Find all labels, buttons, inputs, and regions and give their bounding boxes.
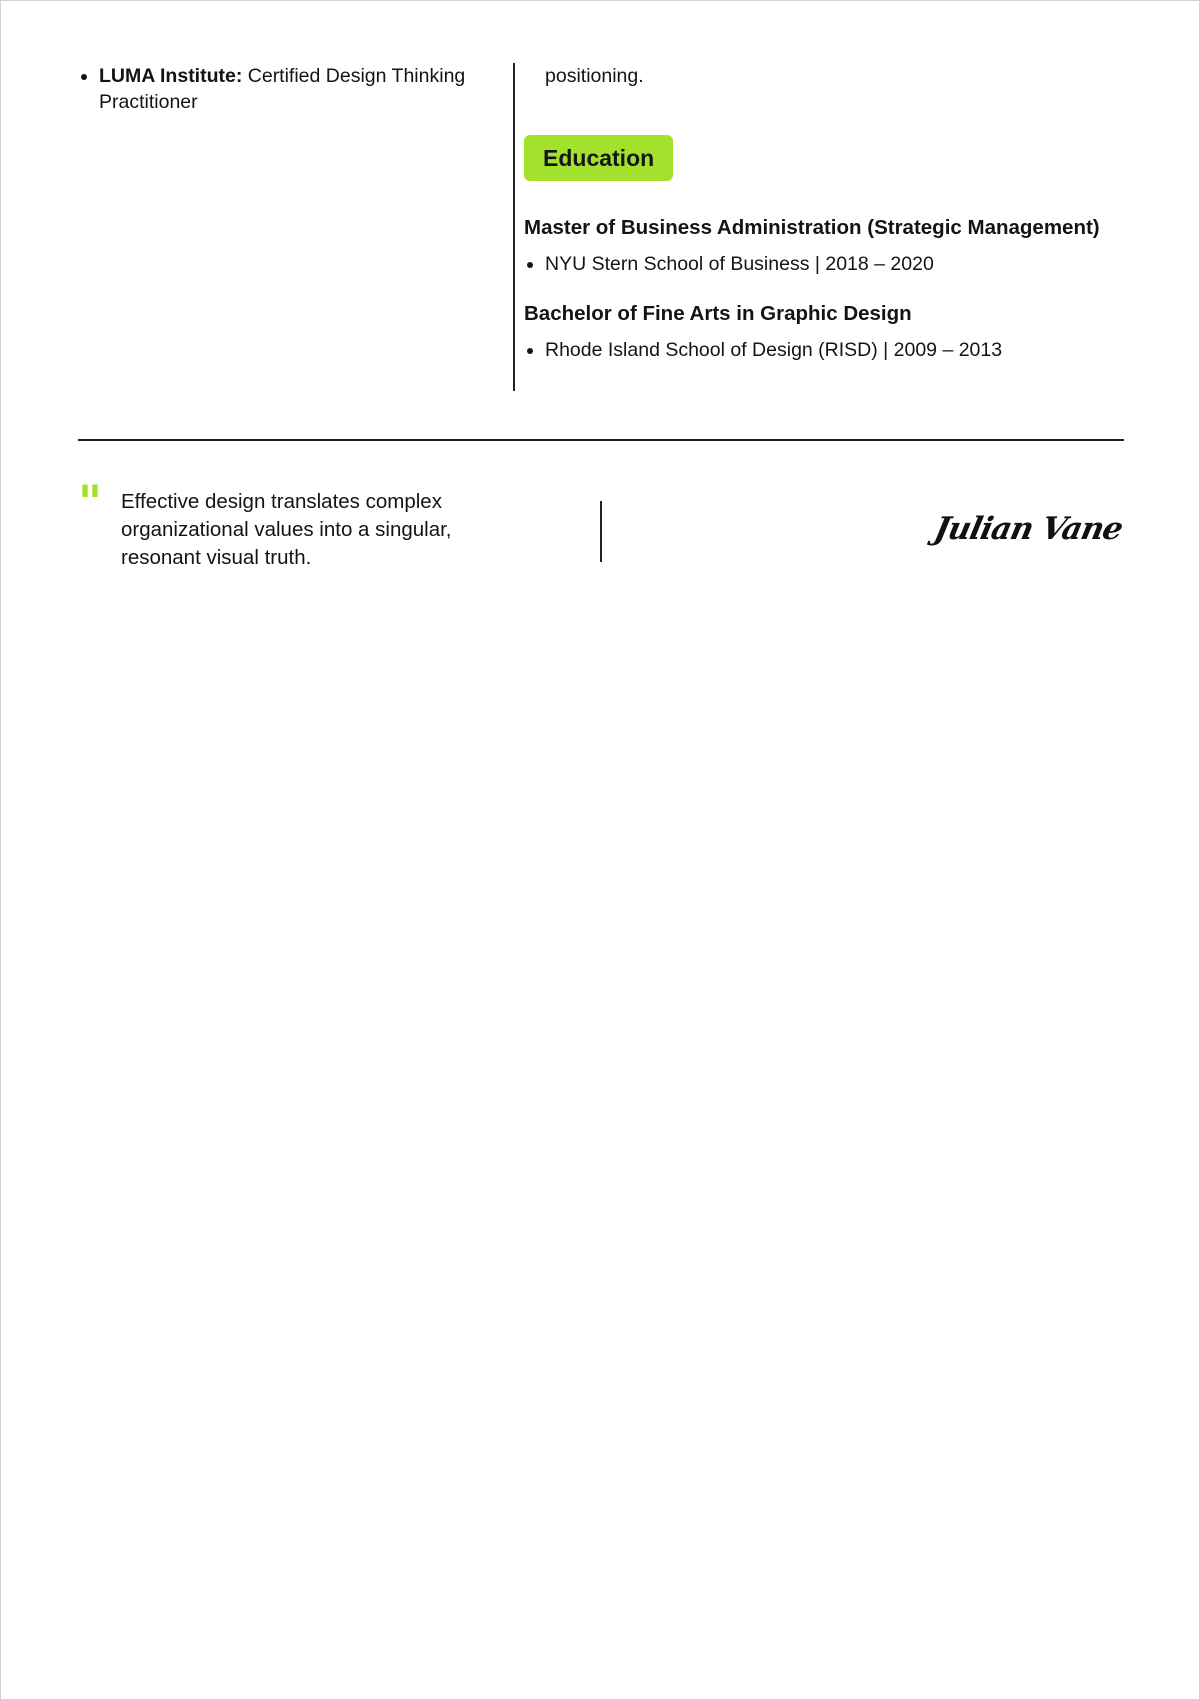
certifications-list: [78, 63, 508, 115]
degree-title: Master of Business Administration (Strategic Management): [524, 216, 1100, 239]
certification-issuer: LUMA Institute:: [99, 65, 243, 87]
education-section-heading: Education: [524, 135, 673, 181]
certification-item: [99, 63, 508, 115]
degree-entry: [524, 299, 1124, 363]
degree-entry: [524, 213, 1124, 277]
experience-continuation-text: positioning.: [545, 65, 644, 87]
degree-title: Bachelor of Fine Arts in Graphic Design: [524, 302, 912, 325]
column-divider: [513, 63, 515, 391]
footer-column-divider: [600, 501, 602, 562]
degree-detail: • NYU Stern School of Business | 2018 – 2020: [545, 251, 1124, 277]
footer-divider-rule: [78, 439, 1124, 441]
resume-columns: [78, 63, 1124, 391]
quote-mark-icon: ": [78, 475, 102, 529]
degree-details: [524, 251, 1124, 277]
right-column: [524, 63, 1124, 363]
signature: Julian Vane: [931, 511, 1126, 547]
personal-quote: Effective design translates complex organizational values into a singular, resonant visual truth.: [121, 490, 452, 569]
degree-detail: • Rhode Island School of Design (RISD) | 2009 – 2013: [545, 337, 1124, 363]
left-column: [78, 63, 508, 115]
certification-title: Certified Design Thinking Practitioner: [99, 65, 466, 113]
degree-details: [524, 337, 1124, 363]
